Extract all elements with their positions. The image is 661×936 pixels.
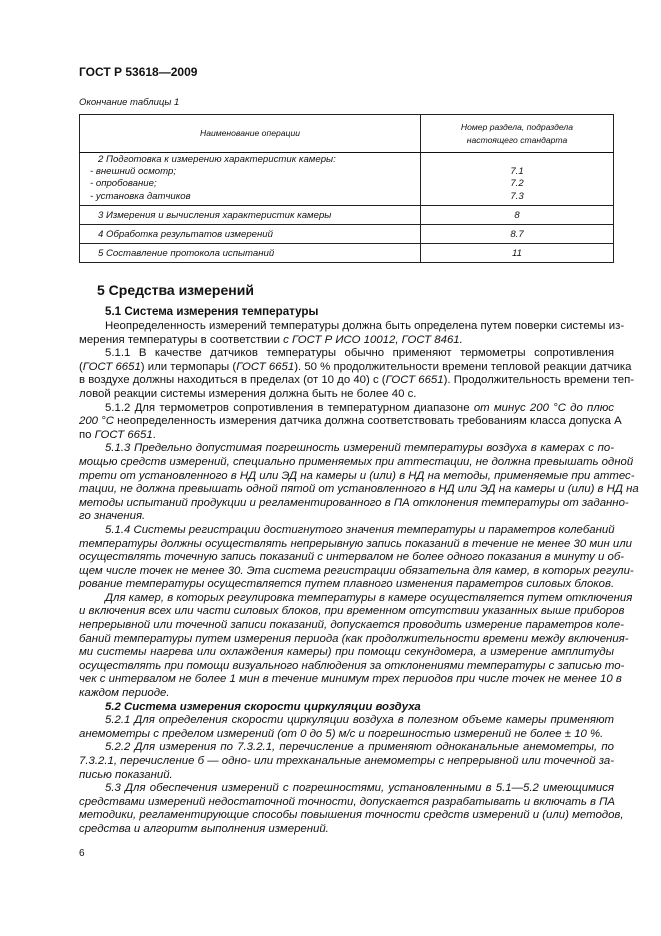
text-line: и включения всех или части силовых блоков, при временном отсутствии указанных выше приборов — [79, 605, 625, 618]
text-line — [79, 360, 632, 375]
reference-text: от минус 200 °С до плюс — [473, 401, 614, 414]
operation-cell — [80, 153, 421, 206]
paragraph — [79, 523, 634, 592]
text-line — [79, 415, 622, 429]
reference-text: ГОСТ 6651 — [94, 428, 153, 441]
col-header-section — [421, 115, 614, 153]
col-header-operation: Наименование операции — [80, 115, 421, 153]
text-line — [79, 334, 614, 348]
reference-text: ГОСТ 6651 — [82, 360, 141, 373]
paragraph — [79, 401, 622, 443]
text-line: писью показаний. — [79, 768, 173, 781]
table-caption: Окончание таблицы 1 — [79, 97, 180, 108]
section-number: 7.1 — [510, 166, 524, 178]
reference-text: ГОСТ 6651 — [236, 360, 295, 373]
text-line: Для камер, в которых регулировка температуры в камере осуществляется путем отключения — [105, 591, 633, 604]
text-line: 7.3.2.1, перечисление б — одно- или трехканальные анемометры с непрерывной или точечной за- — [79, 755, 614, 767]
section-number: 7.3 — [510, 190, 524, 202]
text-line: Неопределенность измерений температуры должна быть определена путем поверки системы из- — [105, 320, 625, 332]
paragraph — [79, 320, 625, 347]
text-line: 5.1.4 Системы регистрации достигнутого значения температуры и параметров колебаний — [105, 523, 615, 536]
text-line — [79, 374, 635, 388]
paragraph — [79, 741, 614, 782]
text-line: 5.1.1 В качестве датчиков температуры обычно применяют термометры сопротивления — [105, 347, 614, 360]
text-line: рование температуры осуществляется путем плавного изменения параметров силовых блоков. — [79, 578, 615, 591]
text-line: температуры должны осуществлять непрерывную запись показаний в течение не менее 30 мин или — [79, 537, 632, 550]
text-line: средства и алгоритм выполнения измерений. — [79, 822, 329, 835]
text-line: методики, регламентирующие способы повышения точности средств измерений и (или) методов, — [79, 809, 624, 822]
text-span: неопределенность измерения датчика должна соответствовать требованиям класса допуска А — [113, 415, 622, 428]
document-code: ГОСТ Р 53618—2009 — [79, 65, 198, 79]
text-span: 5.1.2 Для термометров сопротивления в температурном диапазоне — [105, 401, 474, 414]
text-line: го значения. — [79, 510, 146, 523]
text-line — [79, 429, 614, 443]
operation-line: - опробование; — [90, 178, 157, 190]
operation-line: - внешний осмотр; — [90, 166, 176, 178]
text-line: 5.3 Для обеспечения измерений с погрешностями, установленными в 5.1—5.2 имеющимися — [105, 782, 614, 795]
operation-cell: 3 Измерения и вычисления характеристик камеры — [80, 206, 421, 225]
text-line: непрерывной или точечной записи показаний, допускается проводить измерение параметров коле- — [79, 619, 624, 632]
text-line: методы испытаний продукции и регламентированного в ПА отклонения температуры от заданно- — [79, 496, 629, 509]
text-span: в воздухе должны находиться в пределах (от 10 до 40) с ( — [79, 374, 386, 387]
col-header-section-line2: настоящего стандарта — [466, 134, 568, 145]
text-span: ). Продолжительность времени теп- — [443, 374, 635, 387]
operation-line: - установка датчиков — [90, 190, 191, 202]
operation-cell: 4 Обработка результатов измерений — [80, 225, 421, 244]
section-cell — [421, 153, 614, 206]
table-row — [80, 244, 614, 263]
section-heading: 5 Средства измерений — [97, 282, 254, 298]
text-span: ). 50 % продолжительности времени тепловой реакции датчика — [294, 360, 632, 373]
operation-line: 2 Подготовка к измерению характеристик камеры: — [98, 153, 336, 165]
reference-text: 200 °С — [79, 415, 114, 428]
text-line: щем числе точек не менее 30. Эта система регистрации обязательна для камер, в которых регули- — [79, 564, 634, 577]
table-header-row — [80, 115, 614, 153]
paragraph — [79, 442, 639, 524]
reference-text: с ГОСТ Р ИСО 10012, ГОСТ 8461. — [283, 333, 463, 346]
paragraph — [79, 591, 633, 701]
body-text — [79, 320, 639, 837]
paragraph — [79, 714, 614, 741]
subsection-heading: 5.2 Система измерения скорости циркуляции воздуха — [105, 700, 421, 713]
section-number: 7.2 — [510, 178, 524, 190]
text-line — [79, 402, 614, 416]
table-row — [80, 225, 614, 244]
table-row — [80, 153, 614, 206]
text-line: 5.2.1 Для определения скорости циркуляции воздуха в полезном объеме камеры применяют — [105, 714, 614, 727]
table-row — [80, 206, 614, 225]
text-line: баний температуры путем измерения периода (как продолжительности времени между включения- — [79, 632, 629, 645]
text-line: чек с интервалом не более 1 мин в течение минимум трех периодов при числе точек не менее 10 в — [79, 673, 622, 686]
text-line: средствами измерений недостаточной точности, допускается разрабатывать и включать в ПА — [79, 795, 616, 808]
text-line: ми системы нагрева или охлаждения камеры) при помощи секундомера, а измерение амплитуды — [79, 646, 614, 659]
text-line: ловой реакции системы измерения должна быть не более 40 с. — [79, 387, 417, 400]
subsection-heading: 5.1 Система измерения температуры — [105, 305, 319, 318]
operations-table — [79, 114, 614, 263]
text-line: каждом периоде. — [79, 687, 170, 700]
text-span: ( — [79, 360, 83, 373]
page-number: 6 — [79, 848, 85, 859]
text-line: тации, не должна превышать одной пятой от установленного в НД или ЭД на камеры и (или) в НД на — [79, 483, 639, 496]
reference-text: ГОСТ 6651 — [385, 374, 444, 387]
text-line: анемометры с пределом измерений (от 0 до 5) м/с и погрешностью измерений не более ± 10 %. — [79, 727, 604, 740]
text-span: . — [152, 428, 156, 441]
section-cell: 8.7 — [421, 225, 614, 244]
text-line: мощью средств измерений, специально применяемых при аттестации, не должна превышать одной — [79, 455, 634, 468]
paragraph — [79, 347, 635, 401]
text-line: 5.1.3 Предельно допустимая погрешность измерений температуры воздуха в камерах с по- — [105, 442, 614, 455]
text-line: осуществлять точечную запись показаний с интервалом не более одного показания в минуту и об- — [79, 551, 625, 564]
section-cell: 11 — [421, 244, 614, 263]
text-line: 5.2.2 Для измерения по 7.3.2.1, перечисление а применяют одноканальные анемометры, по — [105, 741, 614, 754]
text-span: мерения температуры в соответствии — [79, 333, 284, 346]
text-span: по — [79, 428, 95, 441]
text-line: трети от установленного в НД или ЭД на камеры и (или) в НД на методы, применяемые при аттес- — [79, 469, 635, 482]
text-line: осуществлять при помощи визуального наблюдения за отклонениями температуры с записью то- — [79, 659, 625, 672]
text-span: ) или термопары ( — [140, 360, 237, 373]
section-cell: 8 — [421, 206, 614, 225]
operation-cell: 5 Составление протокола испытаний — [80, 244, 421, 263]
col-header-section-line1: Номер раздела, подраздела — [460, 121, 574, 132]
paragraph — [79, 782, 624, 836]
